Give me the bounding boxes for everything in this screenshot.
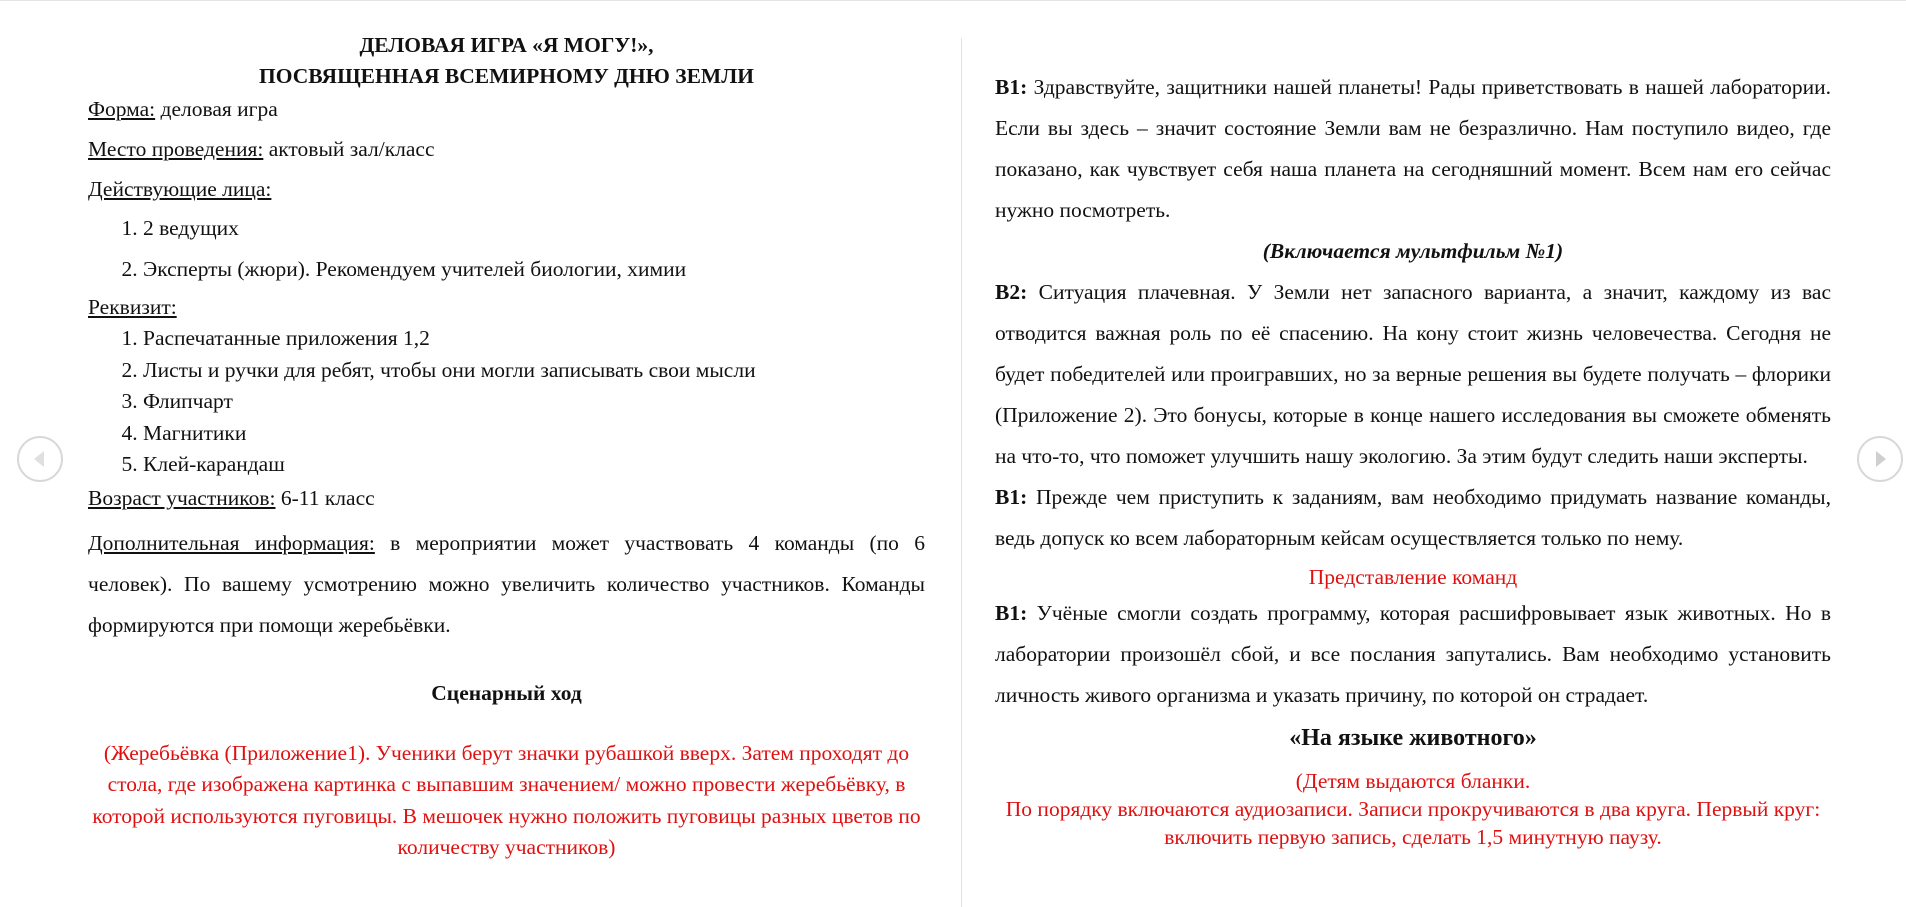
dialogue-paragraph bbox=[995, 67, 1831, 231]
form-label: Форма: bbox=[88, 97, 156, 121]
place-label: Место проведения: bbox=[88, 137, 264, 161]
form-line bbox=[88, 94, 925, 125]
dialogue-text: Прежде чем приступить к заданиям, вам необходимо придумать название команды, ведь допуск ко всем лабораторным кейсам осуществляется только по нему. bbox=[995, 485, 1831, 550]
dialogue-paragraph bbox=[995, 477, 1831, 559]
list-item: 2. Эксперты (жюри). Рекомендуем учителей биологии, химии bbox=[143, 249, 925, 290]
document-title-line-2: ПОСВЯЩЕННАЯ ВСЕМИРНОМУ ДНЮ ЗЕМЛИ bbox=[259, 64, 754, 88]
speaker-label: В2: bbox=[995, 280, 1028, 304]
extra-info-paragraph bbox=[88, 523, 925, 646]
chevron-right-icon bbox=[1859, 438, 1901, 480]
speaker-label: В1: bbox=[995, 601, 1028, 625]
list-item: 4. Магнитики bbox=[143, 418, 925, 450]
stage-direction: (Включается мультфильм №1) bbox=[1262, 239, 1564, 263]
dialogue-paragraph bbox=[995, 272, 1831, 477]
persons-list bbox=[88, 208, 925, 290]
task-heading: «На языке животного» bbox=[1289, 725, 1537, 751]
task-note-line-1: (Детям выдаются бланки. bbox=[1295, 769, 1531, 793]
list-item: 1. 2 ведущих bbox=[143, 208, 925, 249]
dialogue-text: Ситуация плачевная. У Земли нет запасного варианта, а значит, каждому из вас отводится важная роль по её спасению. На кону стоит жизнь человечества. Сегодня не будет победителей или проигравших, но за верные решения вы будете получать – флорики (Приложение 2). Это бонусы, которые в конце нашего исследования вы сможете обменять на что-то, что поможет улучшить нашу экологию. За этим будут следить наши эксперты. bbox=[995, 280, 1831, 468]
chevron-left-icon bbox=[19, 438, 61, 480]
speaker-label: В1: bbox=[995, 75, 1028, 99]
persons-label: Действующие лица: bbox=[88, 177, 272, 201]
list-item: 1. Распечатанные приложения 1,2 bbox=[143, 323, 925, 355]
persons-line bbox=[88, 174, 925, 205]
left-page bbox=[88, 30, 925, 864]
dialogue-text: Здравствуйте, защитники нашей планеты! Рады приветствовать в нашей лаборатории. Если вы здесь – значит состояние Земли вам не безразлично. Нам поступило видео, где показано, как чувствует себя наша планета на сегодняшний момент. Всем нам его сейчас нужно посмотреть. bbox=[995, 75, 1831, 222]
props-label: Реквизит: bbox=[88, 295, 177, 319]
task-note-line-2: По порядку включаются аудиозаписи. Записи прокручиваются в два круга. Первый круг: включить первую запись, сделать 1,5 минутную паузу. bbox=[1005, 797, 1821, 849]
scenario-heading: Сценарный ход bbox=[431, 680, 582, 705]
form-value: деловая игра bbox=[155, 97, 278, 121]
top-border bbox=[0, 0, 1906, 1]
list-item: 5. Клей-карандаш bbox=[143, 449, 925, 481]
extra-info-label: Дополнительная информация: bbox=[88, 530, 375, 555]
page-divider bbox=[961, 38, 962, 907]
next-page-button[interactable] bbox=[1857, 436, 1903, 482]
props-line bbox=[88, 292, 925, 323]
extra-info-value: в мероприятии может участвовать 4 команды (по 6 человек). По вашему усмотрению можно увеличить количество участников. Команды формируются при помощи жеребьёвки. bbox=[88, 530, 925, 637]
teams-heading: Представление команд bbox=[1308, 565, 1518, 589]
props-list bbox=[88, 323, 925, 481]
place-value: актовый зал/класс bbox=[263, 137, 435, 161]
speaker-label: В1: bbox=[995, 485, 1028, 509]
age-label: Возраст участников: bbox=[88, 485, 276, 510]
dialogue-text: Учёные смогли создать программу, которая расшифровывает язык животных. Но в лаборатории произошёл сбой, и все послания запутались. Вам необходимо установить личность живого организма и указать причину, по которой он страдает. bbox=[995, 601, 1831, 707]
scenario-note: (Жеребьёвка (Приложение1). Ученики берут значки рубашкой вверх. Затем проходят до стола, где изображена картинка с выпавшим значением/ можно провести жеребьёвку, в которой используются пуговицы. В мешочек нужно положить пуговицы разных цветов по количеству участников) bbox=[92, 740, 921, 859]
dialogue-paragraph bbox=[995, 593, 1831, 716]
age-value: 6-11 класс bbox=[275, 485, 375, 510]
document-title-line-1: ДЕЛОВАЯ ИГРА «Я МОГУ!», bbox=[359, 33, 654, 57]
place-line bbox=[88, 134, 925, 165]
list-item: 2. Листы и ручки для ребят, чтобы они могли записывать свои мысли bbox=[143, 355, 925, 387]
list-item: 3. Флипчарт bbox=[143, 386, 925, 418]
right-page bbox=[995, 30, 1831, 851]
age-line bbox=[88, 483, 925, 514]
previous-page-button[interactable] bbox=[17, 436, 63, 482]
